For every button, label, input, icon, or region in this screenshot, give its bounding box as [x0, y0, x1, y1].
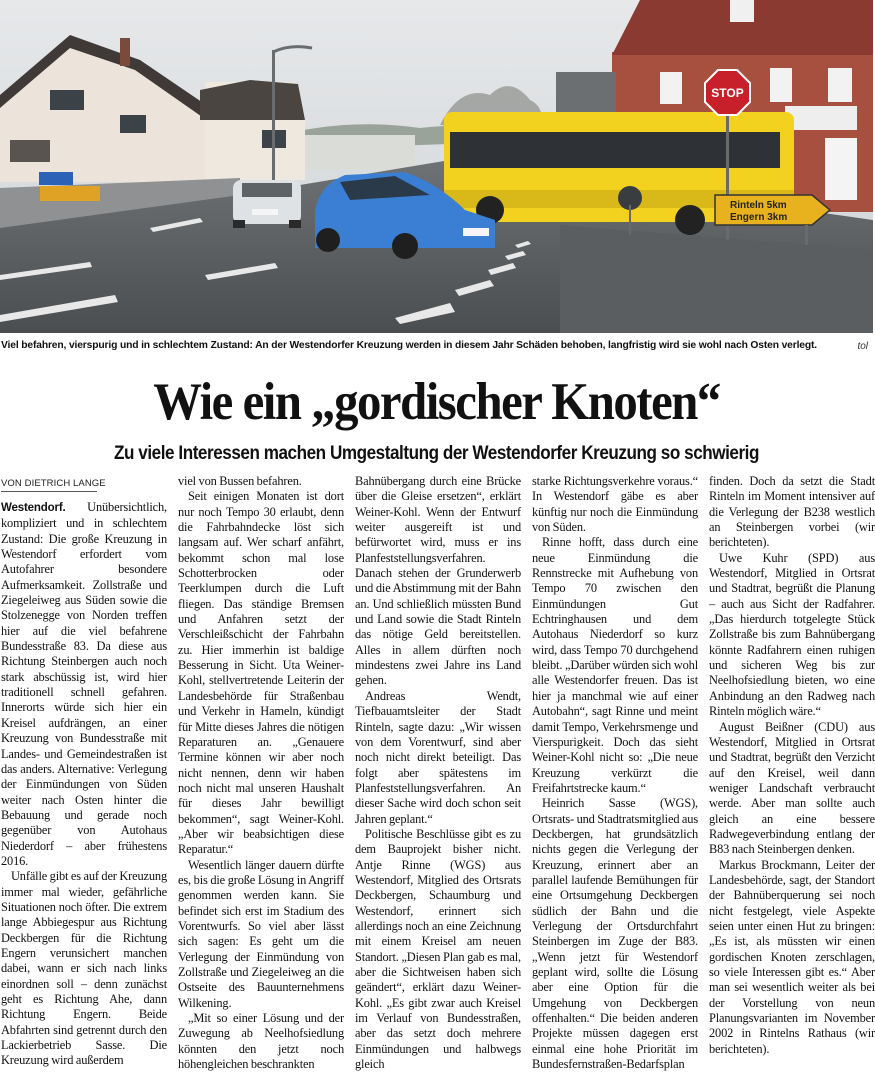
article-column-3: [355, 474, 521, 1072]
photo-caption: Viel befahren, vierspurig und in schlechtem Zustand: An der Westendorfer Kreuzung werden in diesem Jahr Schäden behoben, langfristig wird sie wohl nach Osten verlegt.: [1, 340, 817, 351]
paragraph: Unfälle gibt es auf der Kreuzung immer mal wieder, gefährliche Situationen noch öfter. Die extrem lange Abbiegespur aus Richtung Deckbergen für die Richtung Engern verunsichert manchen dabei, wann er sich nach links einordnen soll – denn zunächst geht es Richtung Ahe, dann Richtung Engern. Beide Abfahrten sind getrennt durch den Lackierbetrieb Sasse. Die Kreuzung wird außerdem: [1, 869, 167, 1068]
byline-divider: [1, 491, 97, 492]
paragraph: viel von Bussen befahren.: [178, 474, 302, 488]
photo-credit: tol: [857, 341, 868, 352]
headline: Wie ein „gordischer Knoten“: [153, 373, 720, 431]
byline: VON DIETRICH LANGE: [1, 478, 106, 489]
paragraph: Markus Brockmann, Leiter der Landesbehörde, sagt, der Standort der Bahnüberquerung sei noch nicht festgelegt, viele Aspekte seien unter einen Hut zu bringen: „Es ist, als müssten wir einen gordischen Knoten zerschlagen, so viele Interessen gibt es.“ Aber man sei wesentlich weiter als bei der Vorstellung von neun Planungsvarianten im November 2002 in Rintelns Rathaus (wir berichteten).: [709, 857, 875, 1056]
subheadline: Zu viele Interessen machen Umgestaltung der Westendorfer Kreuzung so schwierig: [114, 443, 759, 464]
article-photo: [0, 0, 873, 333]
paragraph: Seit einigen Monaten ist dort nur noch Tempo 30 erlaubt, denn die Fahrbahndecke löst sich langsam auf. Wer scharf anfährt, bekommt schon mal lose Schotterbrocken oder Teerklumpen durch die Luft fliegen. Das ständige Bremsen und Anfahren setzt der Verschleißschicht der Fahrbahn zu. Hier immerhin ist baldige Besserung in Sicht. Uta Weiner-Kohl, stellvertretende Leiterin der Landesbehörde für Straßenbau und Verkehr in Hameln, kündigt für Mitte dieses Jahres die nötigen Reparaturen an. „Genauere Termine können wir aber noch nicht nennen, denn wir haben noch nicht mal unseren Haushalt für dieses Jahr bewilligt bekommen“, sagt Weiner-Kohl. „Aber wir beabsichtigen diese Reparatur.“: [178, 489, 344, 857]
paragraph-text: Unübersichtlich, kompliziert und in schlechtem Zustand: Die große Kreuzung in Westendorf erfordert vom Autofahrer besondere Aufmerksamkeit. Zollstraße und Ziegeleiweg aus Süden sowie die Stolzenegge von Norden treffen hier auf die viel befahrene Bundesstraße 83. Da diese aus Richtung Steinbergen auch noch stark abschüssig ist, wird hier traditionell schnell gefahren. Innerorts würde sich hier ein Kreisel aufdrängen, an einer Kreuzung von Bundesstraße mit Landes- und Gemeindestraßen ist das anders. Alternative: Verlegung der Einmündungen von Süden weiter nach Osten hinter die Bebauung und gerade noch gegenüber von Autohaus Niederdorf – aber frühestens 2016.: [1, 500, 167, 868]
paragraph: Andreas Wendt, Tiefbauamtsleiter der Stadt Rinteln, sagte dazu: „Wir wissen von dem Vorentwurf, sind aber noch nicht direkt beteiligt. Das folgt aber spätestens im Planfeststellungsverfahren. An dieser Sache wird doch schon seit Jahren geplant.“: [355, 688, 521, 826]
paragraph: Uwe Kuhr (SPD) aus Westendorf, Mitglied in Ortsrat und Stadtrat, begrüßt die Planung – auch aus Sicht der Radfahrer. „Das hierdurch totgelegte Stück Zollstraße bis zum Bahnübergang könnte Radfahrern einen ruhigen und sicheren Weg bis zur Neelhofsiedlung bieten, wo eine Anbindung an den Radweg nach Rinteln möglich wäre.“: [709, 550, 875, 719]
paragraph: Rinne hofft, dass durch eine neue Einmündung die Rennstrecke mit Aufhebung von Tempo 70 zwischen den Einmündungen Gut Echtringhausen und dem Autohaus Niederdorf so kurz wird, dass Tempo 70 durchgehend bleibt. „Darüber würden sich wohl alle Westendorfer freuen. Das ist hier ja manchmal wie auf einer Autobahn“, sagt Rinne und meint damit Tempo, Verkehrsmenge und Vierspurigkeit. Doch das sieht Weiner-Kohl nicht so: „Die neue Kreuzung verkürzt die Freifahrtstrecke kaum.“: [532, 535, 698, 795]
paragraph: Heinrich Sasse (WGS), Ortsrats- und Stadtratsmitglied aus Deckbergen, hat grundsätzlich nichts gegen die Verlegung der Kreuzung, erinnert aber an parallel laufende Bemühungen für eine Ortsumgehung Deckbergen südlich der Bahn und die Verlegung der Ortsdurchfahrt Steinbergen im Zuge der B83. „Wenn jetzt für Westendorf geplant wird, sollte die Lösung aber eine Option für die Umgehung von Deckbergen offenhalten.“ Die beiden anderen Projekte müssen dagegen erst einmal eine hohe Priorität im Bundesfernstraßen-Bedarfsplan: [532, 796, 698, 1072]
paragraph: Wesentlich länger dauern dürfte es, bis die große Lösung in Angriff genommen werden kann. Sie befindet sich erst im Stadium des Vorentwurfs. So viel aber lässt sich sagen: Es geht um die Verlegung der Einmündung von Zollstraße und Ziegeleiweg an die Ostseite des Bauunternehmens Wilkening.: [178, 857, 344, 1010]
paragraph: starke Richtungsverkehre voraus.“ In Westendorf gäbe es aber künftig nur noch die Einmündung von Süden.: [532, 474, 698, 535]
article-column-4: [532, 474, 698, 1072]
direction-sign-engern: Engern 3km: [730, 212, 788, 223]
paragraph: finden. Doch da setzt die Stadt Rinteln im Moment intensiver auf die Verlegung der B238 westlich an Steinbergen vorbei (wir berichteten).: [709, 474, 875, 550]
article-column-5: [709, 474, 875, 1056]
paragraph: Politische Beschlüsse gibt es zu dem Bauprojekt bisher nicht. Antje Rinne (WGS) aus Westendorf, Mitglied des Ortsrats Deckbergen, Schaumburg und Westendorf, erinnert sich allerdings noch an eine Zeichnung mit einem Kreisel am neuen Standort. „Diesen Plan gab es mal, aber die Sichtweisen haben sich geändert“, erklärt dazu Weiner-Kohl. „Es gibt zwar auch Kreisel im Verlauf von Bundesstraßen, aber das setzt doch mehrere Einmündungen und halbwegs gleich: [355, 826, 521, 1072]
dateline: Westendorf.: [1, 502, 66, 514]
paragraph: „Mit so einer Lösung und der Zuwegung ab Neelhofsiedlung könnten den jetzt noch höhengleichen beschrankten: [178, 1011, 344, 1072]
paragraph: [1, 500, 167, 869]
paragraph: August Beißner (CDU) aus Westendorf, Mitglied in Ortsrat und Stadtrat, begrüßt den Verzicht auf den Kreisel, weil dann weniger Landschaft verbraucht werde. Aber man sollte auch gleich an eine bessere Radwegeverbindung entlang der B83 nach Steinbergen denken.: [709, 719, 875, 857]
stop-sign-text: STOP: [711, 86, 744, 100]
paragraph: Bahnübergang durch eine Brücke über die Gleise ersetzen“, erklärt Weiner-Kohl. Wenn der Entwurf weiter ausgereift ist und befürwortet wird, muss er ins Planfeststellungsverfahren. Danach stehen der Grunderwerb und die Abstimmung mit der Bahn an. Und schließlich müssten Bund und Land sowie die Stadt Rinteln das nötige Geld bereitstellen. Alles in allem dürften noch mindestens zwei Jahre ins Land gehen.: [355, 474, 521, 688]
article-column-1: [1, 500, 167, 1068]
article-column-2: [178, 474, 344, 1072]
street-scene-illustration: [0, 0, 873, 333]
direction-sign-rinteln: Rinteln 5km: [730, 200, 787, 211]
